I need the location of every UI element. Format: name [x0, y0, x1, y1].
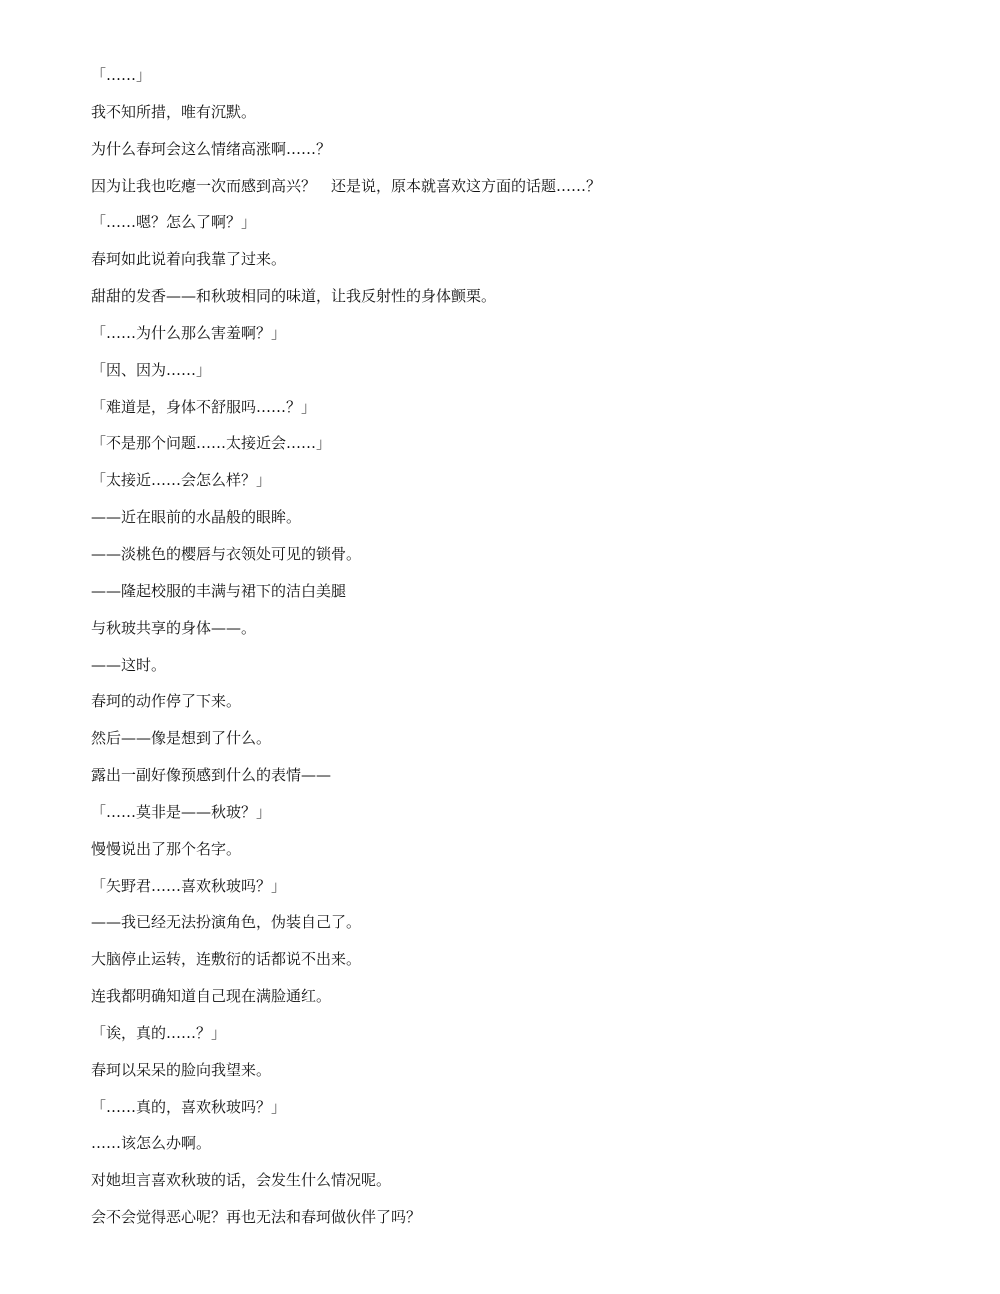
text-line: 因为让我也吃瘪一次而感到高兴？ 还是说，原本就喜欢这方面的话题……？ — [91, 176, 602, 195]
text-line: 「……」 — [91, 66, 152, 84]
text-line: 春珂如此说着向我靠了过来。 — [91, 250, 287, 269]
text-line: ——我已经无法扮演角色，伪装自己了。 — [91, 913, 362, 932]
text-line: ——淡桃色的樱唇与衣领处可见的锁骨。 — [91, 544, 362, 563]
text-line: 「……莫非是——秋玻？」 — [91, 802, 272, 821]
text-line: ——这时。 — [91, 655, 167, 674]
text-line: 春珂以呆呆的脸向我望来。 — [91, 1060, 272, 1079]
text-line: 甜甜的发香——和秋玻相同的味道，让我反射性的身体颤栗。 — [91, 287, 497, 306]
text-line: 露出一副好像预感到什么的表情—— — [91, 766, 332, 785]
text-line: 我不知所措，唯有沉默。 — [91, 102, 257, 121]
text-line: 「难道是，身体不舒服吗……？」 — [91, 397, 317, 416]
body-text — [91, 60, 951, 1239]
text-line: 为什么春珂会这么情绪高涨啊……？ — [91, 139, 332, 158]
text-line: 然后——像是想到了什么。 — [91, 729, 272, 748]
text-line: ——隆起校服的丰满与裙下的洁白美腿 — [91, 581, 347, 600]
text-line: 春珂的动作停了下来。 — [91, 692, 242, 711]
text-line: ——近在眼前的水晶般的眼眸。 — [91, 508, 302, 527]
text-line: 会不会觉得恶心呢？再也无法和春珂做伙伴了吗？ — [91, 1208, 422, 1227]
text-line: 与秋玻共享的身体——。 — [91, 618, 257, 637]
text-line: 慢慢说出了那个名字。 — [91, 839, 242, 858]
text-line: 「……真的，喜欢秋玻吗？」 — [91, 1097, 287, 1116]
text-line: 大脑停止运转，连敷衍的话都说不出来。 — [91, 950, 362, 969]
text-line: 「矢野君……喜欢秋玻吗？」 — [91, 876, 287, 895]
text-line: 「因、因为……」 — [91, 360, 212, 379]
text-line: 「诶，真的……？」 — [91, 1023, 227, 1042]
text-line: ……该怎么办啊。 — [91, 1134, 212, 1153]
text-line: 「不是那个问题……太接近会……」 — [91, 434, 332, 453]
text-line: 「……为什么那么害羞啊？」 — [91, 323, 287, 342]
text-line: 「……嗯？怎么了啊？」 — [91, 213, 257, 232]
text-line: 对她坦言喜欢秋玻的话，会发生什么情况呢。 — [91, 1171, 392, 1190]
text-line: 「太接近……会怎么样？」 — [91, 471, 272, 490]
text-line: 连我都明确知道自己现在满脸通红。 — [91, 987, 332, 1006]
